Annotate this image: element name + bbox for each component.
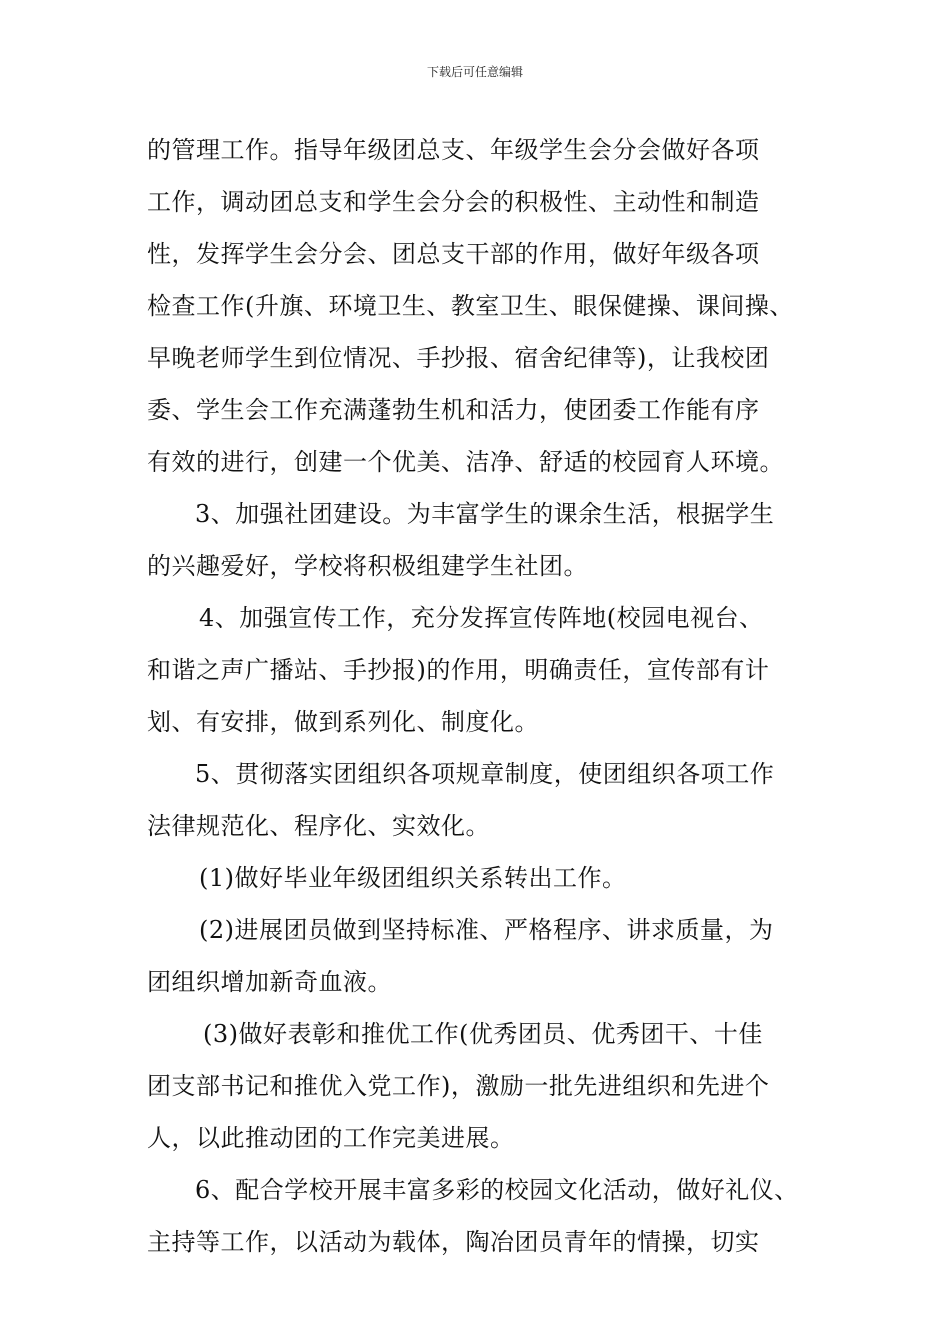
text-line-5: 早晚老师学生到位情况、手抄报、宿舍纪律等)，让我校团 [147,344,770,372]
paragraph-5-line-2: 法律规范化、程序化、实效化。 [147,812,490,840]
sub-item-2-line-2: 团组织增加新奇血液。 [147,968,392,996]
paragraph-4-line-2: 和谐之声广播站、手抄报)的作用，明确责任，宣传部有计 [147,656,770,684]
sub-item-3-line-3: 人，以此推动团的工作完美进展。 [147,1124,515,1152]
paragraph-3-line-1: 3、加强社团建设。为丰富学生的课余生活，根据学生 [195,500,775,528]
sub-item-2-line-1: (2)进展团员做到坚持标准、严格程序、讲求质量，为 [199,916,774,944]
text-line-6: 委、学生会工作充满蓬勃生机和活力，使团委工作能有序 [147,396,760,424]
sub-item-3-line-1: (3)做好表彰和推优工作(优秀团员、优秀团干、十佳 [203,1020,763,1048]
paragraph-4-line-1: 4、加强宣传工作，充分发挥宣传阵地(校园电视台、 [199,604,764,632]
text-line-3: 性，发挥学生会分会、团总支干部的作用，做好年级各项 [147,240,760,268]
sub-item-3-line-2: 团支部书记和推优入党工作)，激励一批先进组织和先进个 [147,1072,770,1100]
paragraph-6-line-2: 主持等工作，以活动为载体，陶冶团员青年的情操，切实 [147,1228,760,1256]
paragraph-6-line-1: 6、配合学校开展丰富多彩的校园文化活动，做好礼仪、 [195,1176,799,1204]
text-line-1: 的管理工作。指导年级团总支、年级学生会分会做好各项 [147,136,760,164]
paragraph-5-line-1: 5、贯彻落实团组织各项规章制度，使团组织各项工作 [195,760,775,788]
document-body [147,124,847,1268]
sub-item-1: (1)做好毕业年级团组织关系转出工作。 [199,864,627,892]
paragraph-4-line-3: 划、有安排，做到系列化、制度化。 [147,708,539,736]
text-line-4: 检查工作(升旗、环境卫生、教室卫生、眼保健操、课间操、 [147,292,794,320]
text-line-2: 工作，调动团总支和学生会分会的积极性、主动性和制造 [147,188,760,216]
page-header: 下载后可任意编辑 [426,65,523,79]
paragraph-3-line-2: 的兴趣爱好，学校将积极组建学生社团。 [147,552,588,580]
text-line-7: 有效的进行，创建一个优美、洁净、舒适的校园育人环境。 [147,448,784,476]
